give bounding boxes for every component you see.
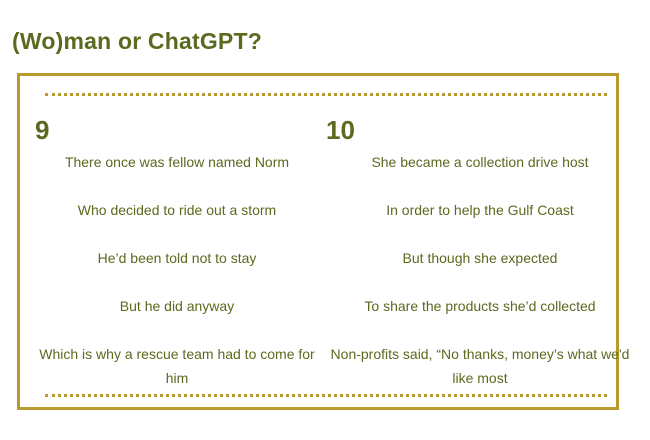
- poem-line: In order to help the Gulf Coast: [386, 202, 574, 218]
- top-dotted-divider: [45, 93, 607, 96]
- poem-line: She became a collection drive host: [371, 154, 589, 170]
- poem-line: There once was fellow named Norm: [64, 154, 290, 170]
- poem-line: Which is why a rescue team had to come for him: [39, 346, 315, 386]
- poem-line: He’d been told not to stay: [97, 250, 257, 266]
- poem-number-9: 9: [35, 115, 50, 145]
- page-title: (Wo)man or ChatGPT?: [12, 28, 262, 54]
- bottom-dotted-divider: [45, 394, 607, 397]
- poem-line: To share the products she’d collected: [364, 298, 596, 314]
- poem-line: But though she expected: [402, 250, 558, 266]
- poem-line: Non-profits said, “No thanks, money’s what we'd like most: [330, 346, 630, 386]
- poem-card: [17, 73, 630, 410]
- poem-9-lines: [27, 150, 327, 394]
- poem-line: Who decided to ride out a storm: [77, 202, 277, 218]
- poem-10-lines: [330, 150, 630, 394]
- poem-number-10: 10: [326, 115, 355, 145]
- poem-line: But he did anyway: [119, 298, 235, 314]
